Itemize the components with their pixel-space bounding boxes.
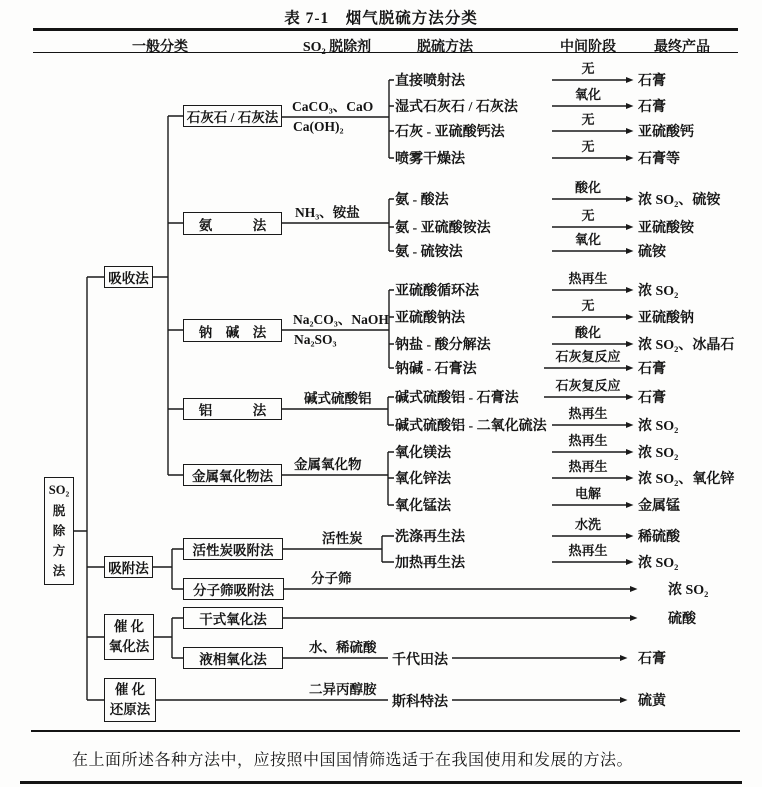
box-sodium-alkali: 钠 碱 法 <box>183 319 282 342</box>
stage-label: 热再生 <box>568 433 608 448</box>
product-label: 亚硫酸铵 <box>638 221 694 236</box>
product-label: 浓 SO₂ <box>638 284 679 299</box>
product-label: 石膏 <box>638 100 666 115</box>
root-line: 法 <box>52 564 66 579</box>
box-activated-carbon-adsorption: 活性炭吸附法 <box>183 538 283 560</box>
stage-label: 酸化 <box>574 180 601 195</box>
product-label: 石膏等 <box>638 152 680 167</box>
method-label: 湿式石灰石 / 石灰法 <box>395 100 518 115</box>
stage-label: 热再生 <box>568 271 608 286</box>
box-line: 催 化 <box>114 681 146 697</box>
method-label: 直接喷射法 <box>395 74 465 89</box>
method-label: 钠盐 - 酸分解法 <box>395 338 491 353</box>
box-aluminum: 铝 法 <box>183 398 282 420</box>
product-label: 浓 SO₂ <box>638 446 679 461</box>
method-label: 碱式硫酸铝 - 石膏法 <box>395 391 519 406</box>
reagent-molecular-sieve: 分子筛 <box>311 571 352 586</box>
reagent-limestone-top: CaCO₃、CaO <box>292 99 374 114</box>
root-line: SO₂ <box>48 483 70 498</box>
box-line: 还原法 <box>109 702 151 717</box>
method-label: 氧化锌法 <box>395 472 451 487</box>
reagent-water-dilute-acid: 水、稀硫酸 <box>309 640 377 655</box>
reagent-metal-oxide: 金属氧化物 <box>294 457 362 472</box>
stage-label: 酸化 <box>574 325 601 340</box>
table-title: 表 7-1 烟气脱硫方法分类 <box>284 10 478 27</box>
method-label: 碱式硫酸铝 - 二氧化硫法 <box>395 419 547 434</box>
method-label-chiyoda: 千代田法 <box>392 653 448 668</box>
product-label: 浓 SO₂ <box>638 556 679 571</box>
method-label: 喷雾干燥法 <box>395 152 465 167</box>
stage-label: 石灰复反应 <box>555 349 621 364</box>
box-line: 催 化 <box>113 618 145 634</box>
box-metal-oxide: 金属氧化物法 <box>183 464 282 486</box>
stage-label: 氧化 <box>574 87 601 102</box>
box-line: 氧化法 <box>108 639 150 654</box>
product-label: 浓 SO₂ <box>638 419 679 434</box>
method-label: 氨 - 硫铵法 <box>395 245 463 260</box>
reagent-sodium-bottom: Na₂SO₃ <box>294 332 337 347</box>
product-label: 浓 SO₂、氧化锌 <box>638 472 735 487</box>
stage-label: 无 <box>581 208 595 223</box>
method-label: 亚硫酸循环法 <box>395 284 479 299</box>
root-line: 除 <box>52 523 66 538</box>
stage-label: 无 <box>581 61 595 76</box>
stage-label: 石灰复反应 <box>555 378 621 393</box>
method-label: 洗涤再生法 <box>395 530 465 545</box>
method-label: 加热再生法 <box>395 556 465 571</box>
method-label: 钠碱 - 石膏法 <box>395 362 477 377</box>
product-label: 硫酸 <box>668 612 696 627</box>
box-molecular-sieve-adsorption: 分子筛吸附法 <box>183 578 284 600</box>
reagent-sodium-top: Na₂CO₃、NaOH <box>293 312 389 327</box>
box-liquid-phase-oxidation: 液相氧化法 <box>183 647 283 669</box>
stage-label: 热再生 <box>568 543 608 558</box>
product-label: 浓 SO₂ <box>668 583 709 598</box>
reagent-diisopropanolamine: 二异丙醇胺 <box>309 682 377 697</box>
root-box-so2-removal <box>44 477 74 585</box>
product-label: 亚硫酸钙 <box>638 125 694 140</box>
product-label: 石膏 <box>638 391 666 406</box>
box-limestone-lime: 石灰石 / 石灰法 <box>183 105 282 127</box>
product-label: 浓 SO₂、冰晶石 <box>638 338 735 353</box>
method-label: 氧化镁法 <box>395 446 451 461</box>
column-header-method: 脱硫方法 <box>417 40 473 55</box>
stage-label: 热再生 <box>568 459 608 474</box>
method-label: 氨 - 酸法 <box>395 193 449 208</box>
product-label: 亚硫酸钠 <box>638 311 694 326</box>
root-line: 方 <box>52 544 66 559</box>
footer-note: 在上面所述各种方法中，应按照中国国情筛选适于在我国使用和发展的方法。 <box>72 752 634 769</box>
box-catalytic-reduction <box>104 678 156 722</box>
product-label: 浓 SO₂、硫铵 <box>638 193 721 208</box>
reagent-aluminum: 碱式硫酸铝 <box>304 391 372 406</box>
box-ammonia: 氨 法 <box>183 212 282 235</box>
stage-label: 氧化 <box>574 232 601 247</box>
product-label: 稀硫酸 <box>638 530 680 545</box>
box-dry-oxidation: 干式氧化法 <box>183 607 283 629</box>
product-label: 金属锰 <box>638 499 680 514</box>
stage-label: 无 <box>581 139 595 154</box>
box-catalytic-oxidation <box>104 614 154 660</box>
box-adsorption: 吸附法 <box>104 556 153 578</box>
stage-label: 无 <box>581 298 595 313</box>
stage-label: 水洗 <box>574 517 601 532</box>
product-label: 石膏 <box>638 362 666 377</box>
column-header-general: 一般分类 <box>132 40 188 55</box>
method-label: 亚硫酸钠法 <box>395 311 465 326</box>
method-label-scot: 斯科特法 <box>392 695 448 710</box>
column-header-intermediate: 中间阶段 <box>560 40 616 55</box>
method-label: 氧化锰法 <box>395 499 451 514</box>
column-header-product: 最终产品 <box>654 40 710 55</box>
product-label: 石膏 <box>638 74 666 89</box>
root-line: 脱 <box>52 503 66 518</box>
method-label: 氨 - 亚硫酸铵法 <box>395 221 491 236</box>
box-absorption: 吸收法 <box>104 266 153 288</box>
column-header-reagent: SO₂ 脱除剂 <box>302 40 372 55</box>
reagent-limestone-bottom: Ca(OH)₂ <box>293 119 344 134</box>
reagent-activated-carbon: 活性炭 <box>322 531 363 546</box>
product-label: 硫铵 <box>638 245 666 260</box>
product-label: 石膏 <box>638 652 666 667</box>
reagent-ammonia: NH₃、铵盐 <box>295 205 360 220</box>
product-label: 硫黄 <box>638 694 666 709</box>
stage-label: 电解 <box>574 486 601 501</box>
method-label: 石灰 - 亚硫酸钙法 <box>395 125 505 140</box>
stage-label: 无 <box>581 112 595 127</box>
stage-label: 热再生 <box>568 406 608 421</box>
